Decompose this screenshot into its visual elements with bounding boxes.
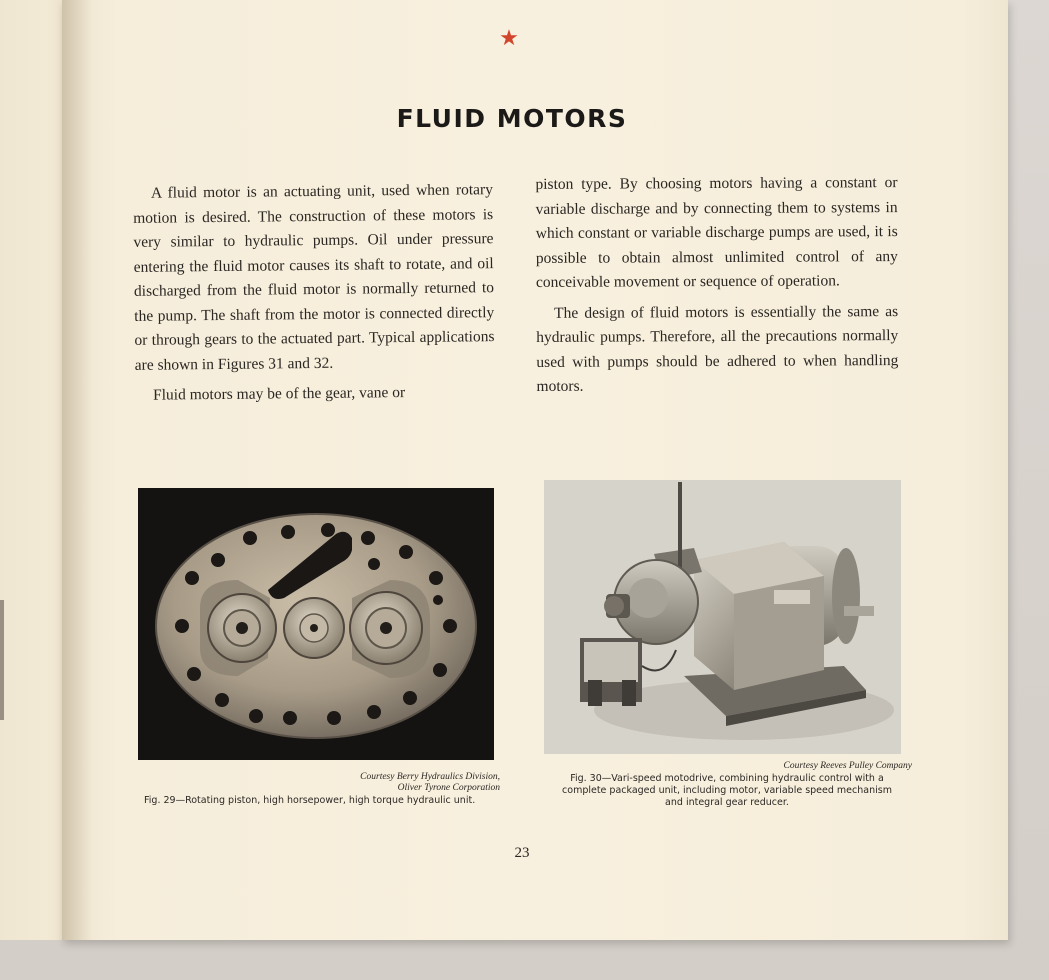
paragraph: A fluid motor is an actuating unit, used when rotary motion is desired. The construction of these motors is very similar to hydraulic pumps. Oil under pressure entering the fluid motor causes its shaft to rotate, and oil discharged from the fluid motor is normally returned to the pump. The shaft from the motor is connected directly or through gears to the actuated part. Typical applications are shown in Figures 31 and 32. [133,181,495,374]
text-column-left [133,178,495,408]
figure-29-caption: Fig. 29—Rotating piston, high horsepower, high torque hydraulic unit. [144,795,476,806]
star-icon: ★ [499,26,519,51]
page-number: 23 [514,845,530,861]
paragraph: The design of fluid motors is essentially the same as hydraulic pumps. Therefore, all the precautions normally used with pumps should be adhered to when handling motors. [536,302,899,395]
text-column-right [535,171,898,399]
book-page [62,0,1008,940]
figure-30-caption [546,773,908,809]
figure-30-courtesy: Courtesy Reeves Pulley Company [783,761,912,771]
page-title: FLUID MOTORS [396,104,628,133]
figure-30-photo [544,480,901,754]
figure-29-photo [138,488,494,760]
courtesy-line: Oliver Tyrone Corporation [397,783,500,793]
motodrive-illustration [544,480,901,754]
left-page-shadow [0,600,4,720]
paragraph: piston type. By choosing motors having a constant or variable discharge and by connecting them to systems in which constant or variable discharge pumps are used, it is possible to obtain almost unlimited control of any conceivable movement or sequence of operation. [535,174,898,291]
figure-29-courtesy [312,772,500,794]
caption-line: and integral gear reducer. [665,797,789,808]
caption-line: complete packaged unit, including motor, variable speed mechanism [562,785,892,796]
page-gutter-shadow [62,0,92,940]
courtesy-line: Courtesy Berry Hydraulics Division, [360,772,500,782]
caption-line: Fig. 30—Vari-speed motodrive, combining hydraulic control with a [570,773,884,784]
paragraph: Fluid motors may be of the gear, vane or [152,384,406,404]
hydraulic-plate-illustration [138,488,494,760]
